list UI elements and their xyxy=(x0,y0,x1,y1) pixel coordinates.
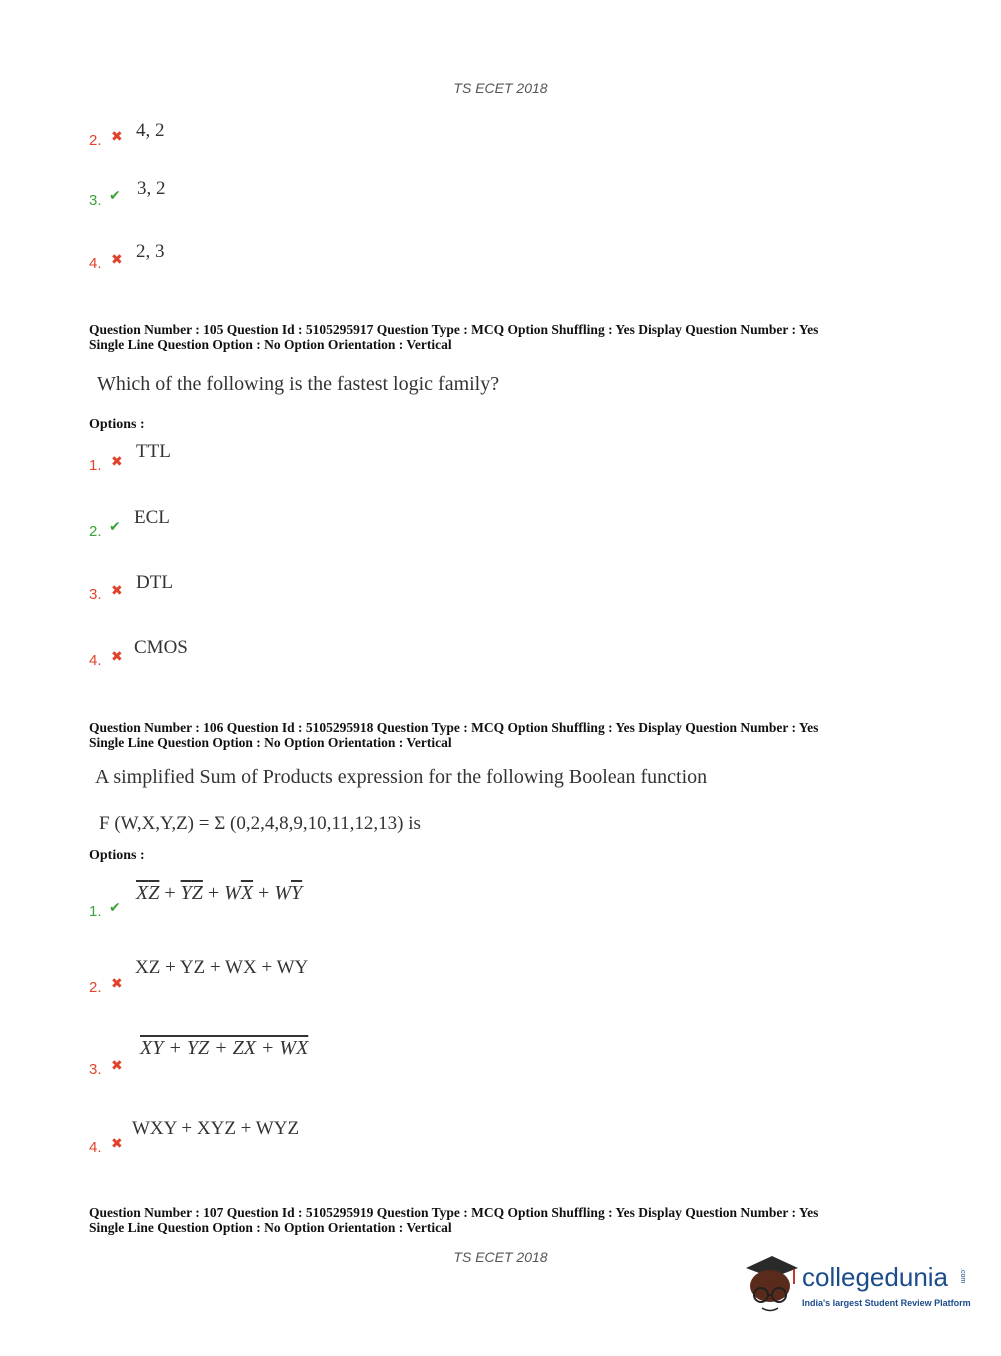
option-expression: XY + YZ + ZX + WX xyxy=(140,1037,309,1059)
option-text: DTL xyxy=(136,572,173,593)
question-meta: Single Line Question Option : No Option Orientation : Vertical xyxy=(89,337,452,352)
option-expression: $\overline{X}\overline{Z} + \overline{Y}\overline{Z} + W\overline{X} + W\overline{Y}$ xyxy=(136,882,303,904)
option-number: 3. xyxy=(89,586,102,603)
question-meta: Question Number : 107 Question Id : 5105295919 Question Type : MCQ Option Shuffling : Yes Display Question Number : Yes xyxy=(89,1205,819,1220)
option-text: WXY + XYZ + WYZ xyxy=(132,1118,300,1139)
question-text: Which of the following is the fastest logic family? xyxy=(97,373,500,395)
option-text: 2, 3 xyxy=(136,241,165,262)
cross-icon: ✖ xyxy=(111,1136,123,1152)
question-meta: Question Number : 106 Question Id : 5105295918 Question Type : MCQ Option Shuffling : Yes Display Question Number : Yes xyxy=(89,720,819,735)
option-number: 3. xyxy=(89,1061,102,1078)
question-text: A simplified Sum of Products expression for the following Boolean function xyxy=(95,766,708,788)
cross-icon: ✖ xyxy=(111,649,123,665)
options-label: Options : xyxy=(89,417,145,432)
cross-icon: ✖ xyxy=(111,129,123,145)
page-footer: TS ECET 2018 xyxy=(453,1249,548,1265)
option-number: 2. xyxy=(89,132,102,149)
option-text: ECL xyxy=(134,507,170,528)
option-number: 4. xyxy=(89,1139,102,1156)
cross-icon: ✖ xyxy=(111,454,123,470)
question-meta: Single Line Question Option : No Option Orientation : Vertical xyxy=(89,1220,452,1235)
option-text: XZ + YZ + WX + WY xyxy=(135,957,309,978)
logo-text: collegedunia xyxy=(802,1262,949,1292)
option-text: 4, 2 xyxy=(136,120,165,141)
cross-icon: ✖ xyxy=(111,1058,123,1074)
question-meta: Question Number : 105 Question Id : 5105295917 Question Type : MCQ Option Shuffling : Yes Display Question Number : Yes xyxy=(89,322,819,337)
option-number: 4. xyxy=(89,652,102,669)
options-label: Options : xyxy=(89,848,145,863)
option-text: TTL xyxy=(136,441,171,462)
option-number: 4. xyxy=(89,255,102,272)
logo-tagline: India's largest Student Review Platform xyxy=(802,1298,971,1308)
mascot-icon xyxy=(742,1250,800,1320)
question-meta: Single Line Question Option : No Option Orientation : Vertical xyxy=(89,735,452,750)
option-number: 1. xyxy=(89,903,102,920)
logo-com: .com xyxy=(959,1268,966,1284)
boolean-function: F (W,X,Y,Z) = Σ (0,2,4,8,9,10,11,12,13) is xyxy=(99,813,421,834)
check-icon: ✔ xyxy=(109,519,121,535)
option-text: CMOS xyxy=(134,637,188,658)
cross-icon: ✖ xyxy=(111,583,123,599)
cross-icon: ✖ xyxy=(111,252,123,268)
option-number: 3. xyxy=(89,192,102,209)
collegedunia-logo xyxy=(742,1250,972,1320)
page-header: TS ECET 2018 xyxy=(453,80,548,96)
cross-icon: ✖ xyxy=(111,976,123,992)
option-text: 3, 2 xyxy=(137,178,166,199)
option-number: 1. xyxy=(89,457,102,474)
check-icon: ✔ xyxy=(109,900,121,916)
check-icon: ✔ xyxy=(109,188,121,204)
option-number: 2. xyxy=(89,979,102,996)
option-number: 2. xyxy=(89,523,102,540)
